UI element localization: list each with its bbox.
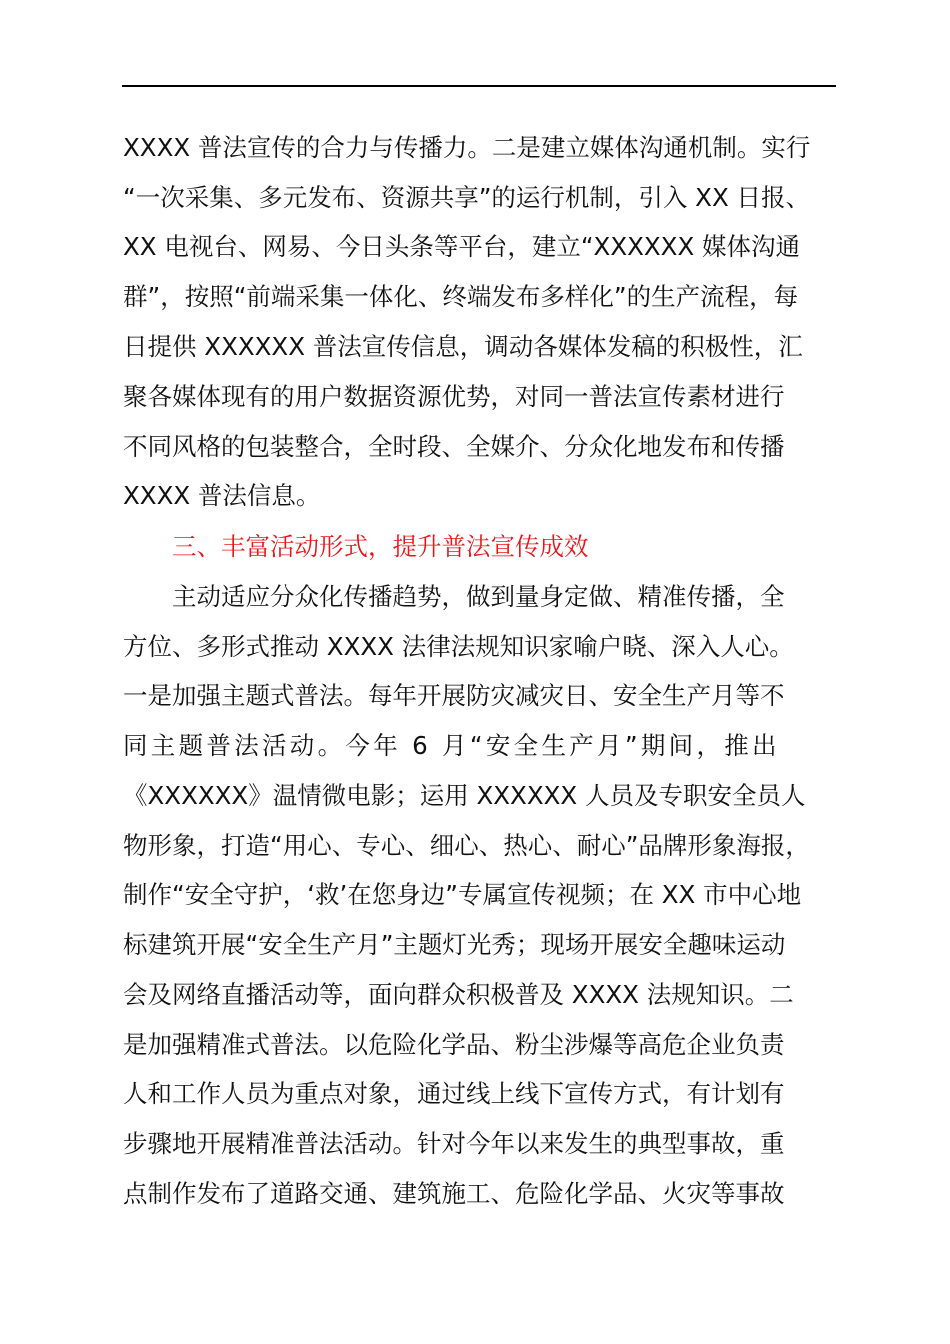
body-line: 日提供 XXXXXX 普法宣传信息，调动各媒体发稿的积极性，汇 bbox=[123, 332, 803, 361]
body-line: 《XXXXXX》温情微电影；运用 XXXXXX 人员及专职安全员人 bbox=[123, 781, 806, 810]
body-line: 点制作发布了道路交通、建筑施工、危险化学品、火灾等事故 bbox=[123, 1179, 785, 1208]
body-line: 物形象，打造“用心、专心、细心、热心、耐心”品牌形象海报， bbox=[123, 831, 810, 860]
body-line: 方位、多形式推动 XXXX 法律法规知识家喻户晓、深入人心。 bbox=[123, 632, 794, 661]
body-line: “一次采集、多元发布、资源共享”的运行机制，引入 XX 日报、 bbox=[123, 183, 811, 212]
body-line: 聚各媒体现有的用户数据资源优势，对同一普法宣传素材进行 bbox=[123, 382, 785, 411]
section-heading: 三、丰富活动形式，提升普法宣传成效 bbox=[172, 532, 589, 561]
body-line: XXXX 普法宣传的合力与传播力。二是建立媒体沟通机制。实行 bbox=[123, 133, 811, 162]
header-rule bbox=[122, 85, 836, 87]
body-line: 会及网络直播活动等，面向群众积极普及 XXXX 法规知识。二 bbox=[123, 980, 794, 1009]
body-line: 步骤地开展精准普法活动。针对今年以来发生的典型事故，重 bbox=[123, 1129, 785, 1158]
body-line: 一是加强主题式普法。每年开展防灾减灾日、安全生产月等不 bbox=[123, 681, 785, 710]
body-line: 同主题普法活动。今年 6 月“安全生产月”期间，推出 bbox=[123, 731, 780, 760]
body-line: 主动适应分众化传播趋势，做到量身定做、精准传播，全 bbox=[172, 582, 785, 611]
body-line: XXXX 普法信息。 bbox=[123, 481, 321, 510]
body-line: 不同风格的包装整合，全时段、全媒介、分众化地发布和传播 bbox=[123, 432, 785, 461]
body-line: 群”，按照“前端采集一体化、终端发布多样化”的生产流程，每 bbox=[123, 282, 799, 311]
body-line: XX 电视台、网易、今日头条等平台，建立“XXXXXX 媒体沟通 bbox=[123, 232, 801, 261]
body-line: 是加强精准式普法。以危险化学品、粉尘涉爆等高危企业负责 bbox=[123, 1030, 785, 1059]
body-line: 标建筑开展“安全生产月”主题灯光秀；现场开展安全趣味运动 bbox=[123, 930, 786, 959]
body-line: 人和工作人员为重点对象，通过线上线下宣传方式，有计划有 bbox=[123, 1079, 785, 1108]
body-line: 制作“安全守护，‘救’在您身边”专属宣传视频；在 XX 市中心地 bbox=[123, 880, 802, 909]
